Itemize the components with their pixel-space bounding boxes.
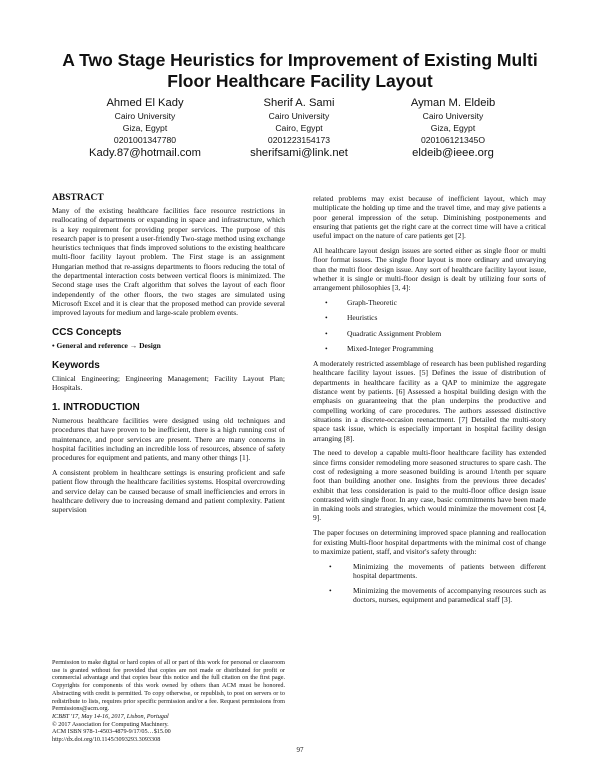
list-item	[313, 329, 546, 338]
author-block	[70, 96, 220, 160]
list-item	[313, 562, 546, 581]
list-item-text: Quadratic Assignment Problem	[347, 328, 442, 338]
goals-list	[313, 562, 546, 605]
author-name: Ahmed El Kady	[106, 97, 184, 109]
copyright-line: © 2017 Association for Computing Machinery.	[52, 720, 169, 728]
author-email[interactable]: eldeib@ieee.org	[412, 147, 494, 159]
body-paragraph: All healthcare layout design issues are sorted either as single floor or multi floor format issues. The single floor layout is more ordinary and unvarying than the multi floor design issue. Any sort of healthcare facility layout issue, whether it is single or multi-floor design is dealt by utilizing four sorts of arrangement philosophies [3, 4]:	[313, 245, 546, 293]
bullet-icon: •	[325, 343, 328, 353]
author-block	[224, 96, 374, 160]
list-item-text: Mixed-Integer Programming	[347, 343, 434, 353]
bullet-icon: •	[325, 313, 328, 323]
author-location: Cairo, Egypt	[275, 123, 323, 133]
author-affiliation: Cairo University	[268, 111, 330, 121]
right-column	[313, 194, 546, 611]
bullet-icon: •	[325, 328, 328, 338]
author-phone: 0201001347780	[113, 135, 177, 145]
doi-link[interactable]: http://dx.doi.org/10.1145/3093293.3093308	[52, 736, 161, 744]
introduction-paragraph: A consistent problem in healthcare settings is ensuring proficient and safe patient flow through the healthcare facilities systems. Hospital overcrowding and service delay can be caused because of small inefficiencies and errors in healthcare delivery due to increasing demand and patient complexity. Patient supervision	[52, 467, 285, 515]
left-column	[52, 192, 285, 520]
author-phone: 0201223154173	[267, 135, 331, 145]
list-item	[313, 298, 546, 307]
author-email[interactable]: sherifsami@link.net	[250, 147, 348, 159]
list-item-text: Heuristics	[347, 313, 378, 323]
bullet-icon: •	[329, 561, 332, 571]
list-item-text: Minimizing the movements of accompanying resources such as doctors, nurses, equipment and paramedical staff [3].	[353, 586, 546, 605]
list-item-text: Graph-Theoretic	[347, 297, 397, 307]
permission-notice	[52, 659, 285, 744]
introduction-paragraph: Numerous healthcare facilities were designed using old techniques and procedures that have proven to be inefficient, there is a high running cost of maintenance, and poor services are present. There are many concerns in hospital facilities including an incredible loss of resources, absence of safety procedures for equipment and patients, and many other things [1].	[52, 415, 285, 463]
bullet-icon: •	[325, 297, 328, 307]
author-name: Ayman M. Eldeib	[410, 97, 496, 109]
author-affiliation: Cairo University	[422, 111, 484, 121]
methods-list	[313, 298, 546, 353]
abstract-text: Many of the existing healthcare facilities face resource restrictions in reallocating of departments or expanding in space and infrastructure, which is a key requirement for providing proper services. The purpose of this research paper is to present a user-friendly Two-stage method using exchange heuristics techniques that finds improved solutions to the existing healthcare multi-floor facility layout problem. The First stage is an assignment Hungarian method that re-assigns departments to floors reducing the total of the departmental interaction costs between vertical floors is minimized. The Second stage uses the Craft algorithm that solves the layout of each floor independently of the other floors, the two stages are simulated using Microsoft Excel and it is clear that the proposed method can provide several improved layouts for medium and large-scale problem events.	[52, 206, 285, 318]
author-name: Sherif A. Sami	[263, 97, 335, 109]
author-block	[378, 96, 528, 160]
introduction-heading: 1. INTRODUCTION	[52, 401, 140, 413]
author-affiliation: Cairo University	[114, 111, 176, 121]
author-phone: 020106121345O	[420, 135, 486, 145]
body-paragraph: related problems may exist because of inefficient layout, which may multiplicate the holding up time and the travel time, and may give patients a poor general impression of the setup. Diminishing postponements and ensuring that patients get the right care at the correct time will have a critical useful impact on the nature of care patients get [2].	[313, 194, 546, 241]
list-item	[313, 344, 546, 353]
permission-text: Permission to make digital or hard copies of all or part of this work for personal or classroom use is granted without fee provided that copies are not made or distributed for profit or commercial advantage and that copies bear this notice and the full citation on the first page. Copyrights for components of this work owned by others than ACM must be honored. Abstracting with credit is permitted. To copy otherwise, or republish, to post on servers or to redistribute to lists, requires prior specific permission and/or a fee. Request permissions from Permissions@acm.org.	[52, 659, 285, 713]
ccs-item: • General and reference	[52, 341, 128, 351]
conference-info: ICBBT '17, May 14-16, 2017, Lisbon, Portugal	[52, 712, 169, 720]
arrow-icon: →	[129, 341, 138, 351]
list-item-text: Minimizing the movements of patients between different hospital departments.	[353, 561, 546, 580]
paper-title: A Two Stage Heuristics for Improvement of Existing Multi Floor Healthcare Facility Layout	[62, 50, 538, 91]
keywords-text: Clinical Engineering; Engineering Management; Facility Layout Plan; Hospitals.	[52, 373, 285, 393]
list-item	[313, 313, 546, 322]
abstract-heading: ABSTRACT	[52, 193, 104, 203]
ccs-line	[52, 341, 285, 350]
author-location: Giza, Egypt	[122, 123, 168, 133]
body-paragraph: The paper focuses on determining improved space planning and reallocation for existing Multi-floor hospital departments with the minimal cost of change to maximize patient, staff, and visitor's safety through:	[313, 528, 546, 556]
keywords-heading: Keywords	[52, 359, 100, 371]
bullet-icon: •	[329, 586, 332, 596]
body-paragraph: A moderately restricted assemblage of research has been published regarding healthcare facility layout issues. [5] Defines the issue of distribution of departments in healthcare facility as a QAP to minimize the aggregate distance went by patients. [6] Assessed a hospital building design with the emphasis on guaranteeing that the plan underpins the productive and compelling working of care procedures. The authors assessed distinctive situations in a discrete-occasion reenactment. [7] Detailed the multi-story space task issue, which is especially important in hospital facility design arranging [8].	[313, 359, 546, 443]
list-item	[313, 586, 546, 605]
author-email[interactable]: Kady.87@hotmail.com	[89, 147, 201, 159]
isbn-line: ACM ISBN 978-1-4503-4879-9/17/05…$15.00	[52, 728, 171, 736]
author-location: Giza, Egypt	[430, 123, 476, 133]
page-number: 97	[296, 746, 304, 754]
body-paragraph: The need to develop a capable multi-floor healthcare facility has extended since firms consider remodeling more seasoned structures to spare cash. The cost of redesigning a more seasoned building is around 1/tenth per square foot than building another one. Insights from the previous three decades' exhibit that less consideration is paid to the multi-floor office design issue contrasted with single floor. In any case, basic commitments have been made in making tools and strategies, which would minimize the movement cost [4, 9].	[313, 448, 546, 523]
ccs-heading: CCS Concepts	[52, 327, 122, 339]
ccs-target: Design	[139, 341, 161, 351]
